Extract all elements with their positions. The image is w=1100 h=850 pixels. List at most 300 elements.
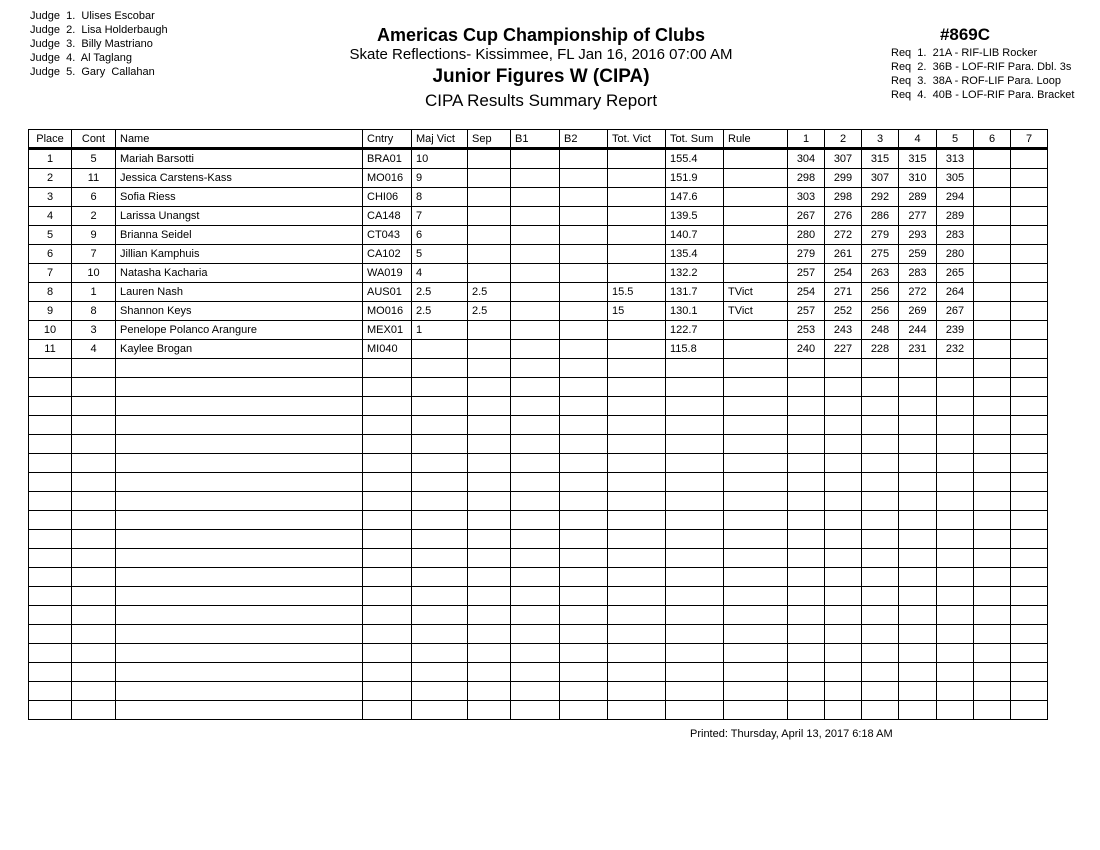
table-cell [72,473,116,492]
table-cell [468,530,511,549]
column-header: Cntry [363,130,412,149]
judge-2: Judge 2. Lisa Holderbaugh [30,24,168,36]
table-cell [788,587,825,606]
table-cell [116,492,363,511]
table-cell: 257 [788,264,825,283]
judges-list [30,9,168,79]
table-cell: Jillian Kamphuis [116,245,363,264]
table-cell [72,378,116,397]
table-cell [363,549,412,568]
table-cell [29,606,72,625]
table-cell [1011,606,1048,625]
table-cell [724,226,788,245]
table-cell [1011,644,1048,663]
table-cell [974,245,1011,264]
table-cell: 298 [825,188,862,207]
table-cell: Kaylee Brogan [116,340,363,359]
table-cell [468,416,511,435]
table-cell [666,378,724,397]
table-cell [825,397,862,416]
table-cell [412,435,468,454]
column-header: Maj Vict [412,130,468,149]
table-cell [511,245,560,264]
event-name: Junior Figures W (CIPA) [432,66,650,87]
table-cell: 6 [412,226,468,245]
table-cell [29,492,72,511]
table-cell [72,549,116,568]
table-cell: 5 [412,245,468,264]
table-cell [363,625,412,644]
table-cell [412,568,468,587]
table-cell [412,587,468,606]
table-cell [412,340,468,359]
table-cell [560,226,608,245]
table-cell [825,644,862,663]
report-title: CIPA Results Summary Report [424,91,658,110]
table-cell [608,397,666,416]
table-cell [1011,359,1048,378]
empty-table-row [29,644,1048,663]
table-cell [560,625,608,644]
table-cell [899,511,937,530]
table-cell [608,644,666,663]
table-cell: 2.5 [468,302,511,321]
table-cell: 239 [937,321,974,340]
table-cell [825,511,862,530]
table-cell [974,188,1011,207]
table-cell [825,473,862,492]
table-cell: 11 [72,169,116,188]
table-cell [937,587,974,606]
table-cell: 279 [862,226,899,245]
table-cell [29,378,72,397]
table-cell [72,625,116,644]
table-cell: 11 [29,340,72,359]
table-cell: 254 [825,264,862,283]
table-cell: 9 [29,302,72,321]
table-cell [1011,568,1048,587]
table-cell [511,149,560,169]
table-cell [666,663,724,682]
table-cell [29,359,72,378]
table-cell: 310 [899,169,937,188]
table-cell: AUS01 [363,283,412,302]
table-cell [974,625,1011,644]
table-cell: 10 [72,264,116,283]
table-cell [468,606,511,625]
table-cell: 9 [72,226,116,245]
table-cell [560,492,608,511]
table-cell [560,283,608,302]
table-cell [116,473,363,492]
table-cell: 227 [825,340,862,359]
table-cell: Mariah Barsotti [116,149,363,169]
table-cell [788,473,825,492]
table-cell: WA019 [363,264,412,283]
table-cell [937,663,974,682]
table-cell [468,625,511,644]
table-cell [937,701,974,720]
table-row [29,169,1048,188]
table-cell [29,625,72,644]
table-cell [608,682,666,701]
table-cell [937,511,974,530]
table-cell [974,473,1011,492]
table-cell [363,492,412,511]
table-cell [511,701,560,720]
table-cell [608,511,666,530]
table-cell [29,682,72,701]
table-cell [363,378,412,397]
table-cell [937,454,974,473]
table-cell: Natasha Kacharia [116,264,363,283]
table-cell: 276 [825,207,862,226]
table-cell [468,207,511,226]
requirement-3: Req 3. 38A - ROF-LIF Para. Loop [891,75,1061,87]
table-cell [412,378,468,397]
table-cell [899,587,937,606]
table-cell [937,359,974,378]
table-cell [363,511,412,530]
table-cell [412,549,468,568]
table-cell [974,149,1011,169]
column-header: 1 [788,130,825,149]
table-cell [511,568,560,587]
table-cell [412,473,468,492]
table-cell [511,302,560,321]
table-cell [608,340,666,359]
judge-4: Judge 4. Al Taglang [30,52,132,64]
table-cell: 289 [937,207,974,226]
table-cell [560,587,608,606]
table-cell [937,568,974,587]
table-cell [511,321,560,340]
empty-table-row [29,682,1048,701]
table-cell: 7 [72,245,116,264]
table-cell [608,245,666,264]
table-cell [825,359,862,378]
table-cell [72,435,116,454]
table-cell [862,397,899,416]
table-cell [511,473,560,492]
table-cell [862,435,899,454]
table-cell [468,473,511,492]
table-cell [899,435,937,454]
table-cell [116,625,363,644]
table-cell [468,587,511,606]
table-cell: TVict [724,283,788,302]
table-cell: 280 [937,245,974,264]
table-cell [825,682,862,701]
table-cell [937,473,974,492]
column-header: Name [116,130,363,149]
table-cell [1011,226,1048,245]
column-header: 4 [899,130,937,149]
column-header: 6 [974,130,1011,149]
table-cell [1011,245,1048,264]
table-cell [363,587,412,606]
event-number: #869C [939,25,991,44]
table-cell [666,625,724,644]
column-header: Cont [72,130,116,149]
table-cell [974,644,1011,663]
empty-table-row [29,454,1048,473]
table-cell [899,530,937,549]
table-cell: 151.9 [666,169,724,188]
table-cell [1011,169,1048,188]
table-cell [788,511,825,530]
table-cell [825,454,862,473]
table-cell [468,321,511,340]
table-cell [1011,207,1048,226]
table-cell [116,663,363,682]
table-cell [608,378,666,397]
table-cell [899,701,937,720]
table-cell [608,416,666,435]
table-cell [468,359,511,378]
table-cell: 131.7 [666,283,724,302]
table-cell [862,530,899,549]
table-cell [666,454,724,473]
table-cell: 294 [937,188,974,207]
table-cell [363,397,412,416]
table-cell [788,492,825,511]
competition-title: Americas Cup Championship of Clubs [376,25,706,45]
table-cell [363,663,412,682]
empty-table-row [29,492,1048,511]
table-cell: 6 [72,188,116,207]
table-row [29,283,1048,302]
table-cell [788,568,825,587]
table-cell [862,359,899,378]
table-cell [560,435,608,454]
requirement-1: Req 1. 21A - RIF-LIB Rocker [891,47,1038,59]
table-cell [560,207,608,226]
table-cell: TVict [724,302,788,321]
table-cell: 315 [899,149,937,169]
table-cell [862,568,899,587]
column-header: 2 [825,130,862,149]
table-cell: 257 [788,302,825,321]
empty-table-row [29,473,1048,492]
table-cell [72,416,116,435]
table-cell [937,530,974,549]
table-cell [899,492,937,511]
table-cell: BRA01 [363,149,412,169]
table-cell [468,245,511,264]
table-cell [560,169,608,188]
table-cell [724,454,788,473]
table-cell: 8 [29,283,72,302]
table-cell [724,340,788,359]
table-cell [608,264,666,283]
table-cell [511,435,560,454]
table-cell [724,492,788,511]
table-cell [899,378,937,397]
table-cell [608,321,666,340]
table-cell: CHI06 [363,188,412,207]
table-cell: 10 [412,149,468,169]
table-cell [937,682,974,701]
table-row [29,340,1048,359]
table-cell [666,492,724,511]
table-cell [862,454,899,473]
table-cell: 1 [412,321,468,340]
table-cell [468,454,511,473]
table-cell: 271 [825,283,862,302]
table-cell [468,682,511,701]
table-cell [511,492,560,511]
table-cell [116,454,363,473]
column-header: 3 [862,130,899,149]
table-cell [363,416,412,435]
table-cell: 232 [937,340,974,359]
table-cell [788,663,825,682]
table-cell [1011,264,1048,283]
table-cell [116,416,363,435]
table-cell [608,568,666,587]
table-cell [608,587,666,606]
table-cell [72,682,116,701]
table-cell [724,149,788,169]
table-cell [412,663,468,682]
table-row [29,207,1048,226]
table-cell [608,188,666,207]
table-cell [29,416,72,435]
table-cell [468,340,511,359]
table-cell: 132.2 [666,264,724,283]
table-cell [899,473,937,492]
table-cell [560,606,608,625]
table-cell [363,359,412,378]
table-cell [560,149,608,169]
table-cell [788,682,825,701]
table-cell: 299 [825,169,862,188]
table-cell [899,625,937,644]
table-cell [511,359,560,378]
column-header: Rule [724,130,788,149]
empty-table-row [29,511,1048,530]
table-cell [511,378,560,397]
table-cell [666,587,724,606]
table-cell [116,435,363,454]
table-cell [974,283,1011,302]
table-cell [724,587,788,606]
table-cell [116,682,363,701]
table-cell [412,492,468,511]
table-cell [412,530,468,549]
table-cell: 304 [788,149,825,169]
table-cell: 264 [937,283,974,302]
table-cell [974,511,1011,530]
table-cell [116,644,363,663]
table-cell [608,473,666,492]
table-cell [511,606,560,625]
table-cell [363,682,412,701]
table-cell [511,663,560,682]
table-cell [608,454,666,473]
empty-table-row [29,378,1048,397]
table-cell [825,549,862,568]
table-cell: 279 [788,245,825,264]
table-cell: 272 [899,283,937,302]
table-cell [412,454,468,473]
table-cell [724,321,788,340]
table-cell [788,625,825,644]
table-cell [511,625,560,644]
column-header: Place [29,130,72,149]
table-cell [788,549,825,568]
table-cell [899,454,937,473]
table-cell [937,625,974,644]
table-cell [724,435,788,454]
table-row [29,226,1048,245]
table-cell [560,530,608,549]
table-cell: 315 [862,149,899,169]
table-cell [29,511,72,530]
column-header: 7 [1011,130,1048,149]
empty-table-row [29,397,1048,416]
table-cell [724,549,788,568]
table-cell: 122.7 [666,321,724,340]
table-cell: 6 [29,245,72,264]
table-cell [72,511,116,530]
table-cell [412,644,468,663]
table-cell [608,530,666,549]
table-cell [608,701,666,720]
table-cell [560,568,608,587]
table-cell: MI040 [363,340,412,359]
table-cell [788,416,825,435]
table-cell: 7 [29,264,72,283]
table-cell [937,606,974,625]
table-cell [72,663,116,682]
table-cell [974,454,1011,473]
table-cell: 256 [862,302,899,321]
table-cell: 280 [788,226,825,245]
table-cell: 231 [899,340,937,359]
table-cell [468,701,511,720]
table-cell: Jessica Carstens-Kass [116,169,363,188]
table-cell: 8 [412,188,468,207]
table-cell: 2 [72,207,116,226]
table-cell [1011,397,1048,416]
table-cell [974,207,1011,226]
table-cell [560,454,608,473]
table-cell [788,606,825,625]
table-cell [72,606,116,625]
table-cell [1011,492,1048,511]
table-cell [666,435,724,454]
table-cell [412,701,468,720]
table-cell [608,359,666,378]
table-cell [974,321,1011,340]
table-cell [511,340,560,359]
table-cell [937,416,974,435]
table-cell [724,207,788,226]
table-cell [72,454,116,473]
table-cell: 253 [788,321,825,340]
column-header: B1 [511,130,560,149]
table-cell [724,663,788,682]
table-cell [825,701,862,720]
table-cell [862,587,899,606]
table-cell [116,378,363,397]
table-cell [974,568,1011,587]
table-cell: 139.5 [666,207,724,226]
table-cell: 5 [29,226,72,245]
table-cell [363,701,412,720]
